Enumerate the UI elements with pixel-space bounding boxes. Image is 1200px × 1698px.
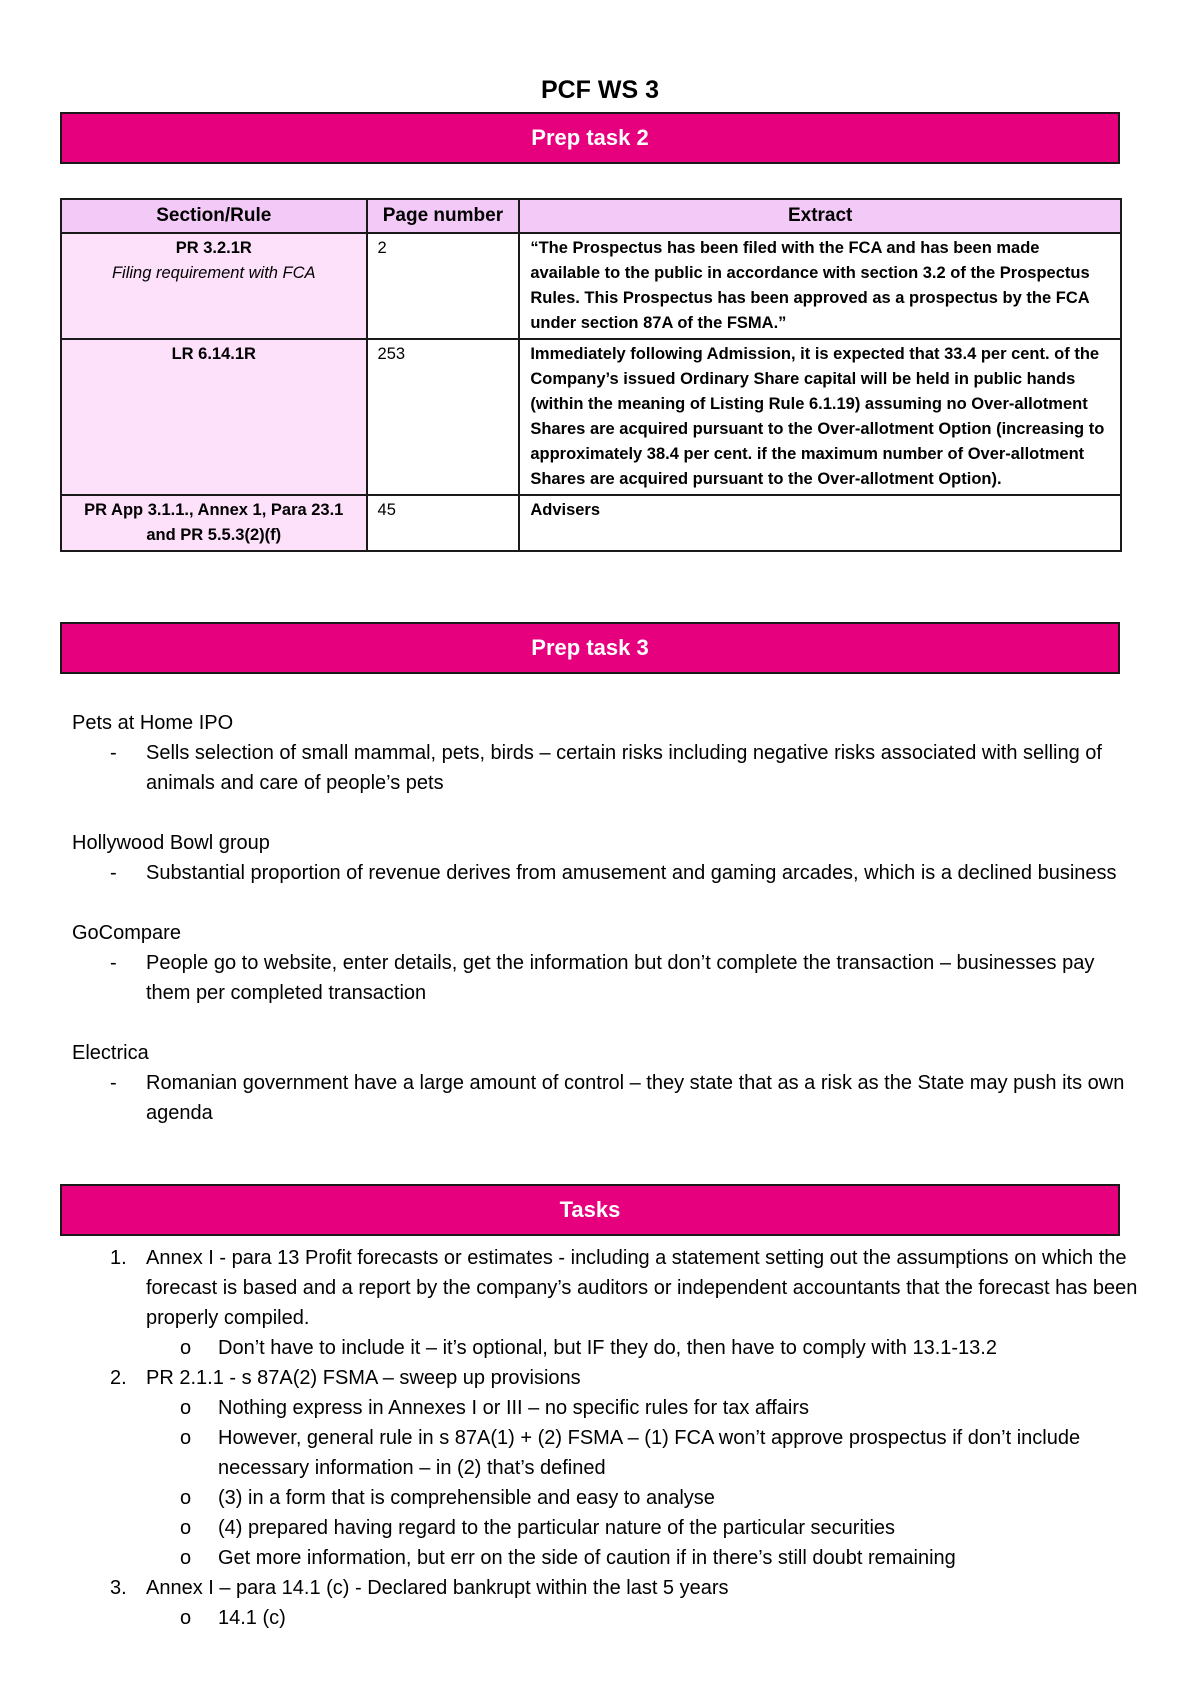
prep-task-3-heading: Prep task 3	[531, 635, 649, 660]
task-number: 3.	[110, 1577, 127, 1599]
cell-rule	[61, 233, 367, 339]
sub-text: 14.1 (c)	[218, 1607, 286, 1629]
cell-extract: “The Prospectus has been filed with the FCA and has been made available to the public in accordance with section 3.2 of the Prospectus Rules. This Prospectus has been approved as a prospectus by the FCA under section 87A of the FSMA.”	[519, 233, 1121, 339]
sub-text: (3) in a form that is comprehensible and easy to analyse	[218, 1487, 715, 1509]
circle-bullet-icon: o	[180, 1427, 192, 1449]
prep-task-2-banner	[60, 112, 1120, 164]
sub-list	[146, 1333, 1142, 1363]
rule-description: Filing requirement with FCA	[111, 264, 316, 282]
tasks-heading: Tasks	[559, 1197, 621, 1222]
circle-bullet-icon: o	[180, 1397, 192, 1419]
table-row	[61, 495, 1121, 551]
cell-extract: Immediately following Admission, it is expected that 33.4 per cent. of the Company’s issued Ordinary Share capital will be held in public hands (within the meaning of Listing Rule 6.1.19) assuming no Over-allotment Shares are acquired pursuant to the Over-allotment Option (increasing to approximately 38.4 per cent. if the maximum number of Over-allotment Shares are acquired pursuant to the Over-allotment Option).	[519, 339, 1121, 495]
company-block	[72, 828, 1142, 888]
dash-bullet: -	[110, 862, 117, 884]
rule-ref: PR App 3.1.1., Annex 1, Para 23.1 and PR 5.5.3(2)(f)	[84, 501, 344, 544]
cell-extract: Advisers	[519, 495, 1121, 551]
company-block	[72, 918, 1142, 1008]
task-item	[72, 1573, 1142, 1633]
sub-text: Don’t have to include it – it’s optional, but IF they do, then have to comply with 13.1-13.2	[218, 1337, 997, 1359]
dash-bullet: -	[110, 1072, 117, 1094]
company-block	[72, 1038, 1142, 1128]
prep-task-2-heading: Prep task 2	[531, 125, 649, 150]
task-number: 2.	[110, 1367, 127, 1389]
col-header-extract: Extract	[519, 199, 1121, 233]
sub-text: Nothing express in Annexes I or III – no specific rules for tax affairs	[218, 1397, 810, 1419]
list-item	[72, 948, 1142, 1008]
company-name: GoCompare	[72, 922, 181, 944]
task-text: Annex I – para 14.1 (c) - Declared bankrupt within the last 5 years	[146, 1577, 729, 1599]
list-item	[72, 738, 1142, 798]
sub-item	[72, 1603, 1142, 1633]
cell-page: 253	[367, 339, 520, 495]
sub-list	[146, 1393, 1142, 1573]
sub-list	[146, 1603, 1142, 1633]
col-header-page-number: Page number	[367, 199, 520, 233]
cell-rule	[61, 339, 367, 495]
sub-item	[72, 1483, 1142, 1513]
rules-table	[60, 198, 1122, 552]
dash-bullet: -	[110, 952, 117, 974]
rule-ref: LR 6.14.1R	[171, 345, 256, 363]
task-item	[72, 1363, 1142, 1573]
sub-item	[72, 1513, 1142, 1543]
sub-text: (4) prepared having regard to the particular nature of the particular securities	[218, 1517, 896, 1539]
task-text: Annex I - para 13 Profit forecasts or estimates - including a statement setting out the assumptions on which the forecast is based and a report by the company’s auditors or independent accountants that the forecast has been properly compiled.	[146, 1247, 1138, 1329]
company-name: Hollywood Bowl group	[72, 832, 270, 854]
list-item	[72, 1068, 1142, 1128]
document-title: PCF WS 3	[540, 76, 660, 104]
table-row	[61, 233, 1121, 339]
company-block	[72, 708, 1142, 798]
task-number: 1.	[110, 1247, 127, 1269]
cell-rule	[61, 495, 367, 551]
company-point: Romanian government have a large amount of control – they state that as a risk as the State may push its own agenda	[146, 1072, 1125, 1124]
sub-text: Get more information, but err on the side of caution if in there’s still doubt remaining	[218, 1547, 956, 1569]
dash-bullet: -	[110, 742, 117, 764]
circle-bullet-icon: o	[180, 1337, 192, 1359]
company-name: Pets at Home IPO	[72, 712, 234, 734]
company-point: Sells selection of small mammal, pets, birds – certain risks including negative risks associated with selling of animals and care of people’s pets	[146, 742, 1102, 794]
cell-page: 2	[367, 233, 520, 339]
sub-item	[72, 1393, 1142, 1423]
table-header-row	[61, 199, 1121, 233]
tasks-banner	[60, 1184, 1120, 1236]
sub-item	[72, 1543, 1142, 1573]
tasks-content	[72, 1243, 1142, 1633]
col-header-section-rule: Section/Rule	[61, 199, 367, 233]
tasks-list	[72, 1243, 1142, 1633]
company-point: People go to website, enter details, get the information but don’t complete the transaction – businesses pay them per completed transaction	[146, 952, 1095, 1004]
circle-bullet-icon: o	[180, 1487, 192, 1509]
circle-bullet-icon: o	[180, 1607, 192, 1629]
table-row	[61, 339, 1121, 495]
task-text: PR 2.1.1 - s 87A(2) FSMA – sweep up provisions	[146, 1367, 581, 1389]
company-name: Electrica	[72, 1042, 149, 1064]
prep-task-3-content	[72, 708, 1142, 1128]
sub-text: However, general rule in s 87A(1) + (2) FSMA – (1) FCA won’t approve prospectus if don’t include necessary information – in (2) that’s defined	[218, 1427, 1081, 1479]
task-item	[72, 1243, 1142, 1363]
list-item	[72, 858, 1142, 888]
company-point: Substantial proportion of revenue derives from amusement and gaming arcades, which is a declined business	[146, 862, 1117, 884]
sub-item	[72, 1423, 1142, 1483]
prep-task-3-banner	[60, 622, 1120, 674]
circle-bullet-icon: o	[180, 1517, 192, 1539]
cell-page: 45	[367, 495, 520, 551]
sub-item	[72, 1333, 1142, 1363]
rule-ref: PR 3.2.1R	[175, 239, 252, 257]
circle-bullet-icon: o	[180, 1547, 192, 1569]
